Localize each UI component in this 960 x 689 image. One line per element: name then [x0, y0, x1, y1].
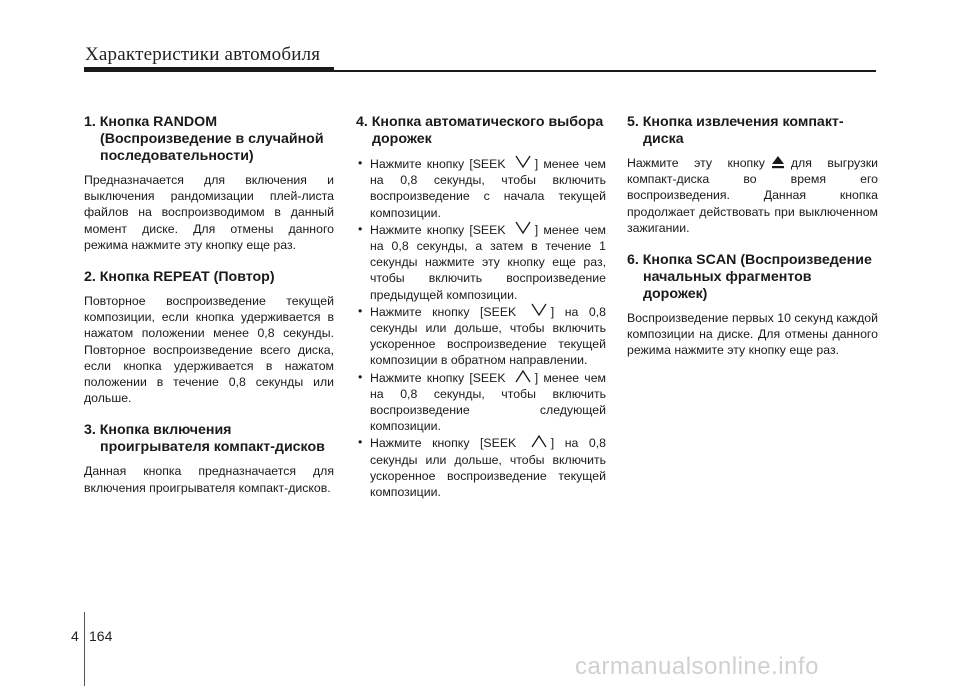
bullet-suffix: ] менее чем на 0,8 секунды, а затем в течение 1 секунды нажмите эту кнопку еще раз, чтобы включить воспроизведение предыдущей композиции.	[370, 222, 607, 302]
section-body: Повторное воспроизведение текущей композиции, если кнопка удерживается в нажатом положении менее 0,8 секунды. Повторное воспроизведение всего диска, если кнопка удерживается в нажатом положении в течение 0,8 секунды или дольше.	[84, 294, 334, 406]
section-title: 2. Кнопка REPEAT (Повтор)	[84, 269, 275, 286]
section-body: Воспроизведение первых 10 секунд каждой композиции на диске. Для отмены данного режима нажмите эту кнопку еще раз.	[627, 311, 878, 358]
bullet-prefix: Нажмите кнопку [SEEK	[370, 436, 517, 451]
bullet-suffix: ] на 0,8 секунды или дольше, чтобы включить ускоренное воспроизведение текущей композиции.	[370, 436, 606, 500]
watermark: carmanualsonline.info	[575, 653, 819, 680]
section-title: 4. Кнопка автоматического выбора дорожек	[356, 114, 604, 147]
section-scan	[627, 252, 878, 359]
bullet-prefix: Нажмите кнопку [SEEK	[370, 304, 517, 319]
section-body	[627, 155, 878, 236]
bullet-suffix: ] менее чем на 0,8 секунды, чтобы включить воспроизведение с начала текущей композиции.	[370, 157, 607, 220]
body-suffix: для выгрузки компакт-диска во время его воспроизведения. Данная кнопка продолжает действовать при выключенном зажигании.	[627, 156, 878, 235]
bullet-prefix: Нажмите кнопку [SEEK	[370, 370, 506, 385]
page-header-title: Характеристики автомобиля	[85, 44, 321, 65]
chevron-down-icon	[528, 303, 550, 317]
section-random	[84, 114, 334, 253]
column-1	[84, 114, 334, 512]
section-title: 1. Кнопка RANDOM (Воспроизведение в случайной последовательности)	[84, 114, 324, 164]
bullet-prefix: Нажмите кнопку [SEEK	[370, 222, 506, 237]
section-title: 6. Кнопка SCAN (Воспроизведение начальных фрагментов дорожек)	[627, 252, 872, 303]
list-item	[356, 155, 606, 221]
header-rule-thin	[334, 70, 876, 72]
column-2	[356, 114, 606, 500]
bullet-suffix: ] на 0,8 секунды или дольше, чтобы включить ускоренное воспроизведение текущей композиции в обратном направлении.	[370, 304, 606, 368]
page-number-separator	[84, 612, 85, 686]
section-cd-player	[84, 422, 334, 495]
section-body: Предназначается для включения и выключения рандомизации плей-листа файлов на воспроизводимом в данный момент диске. Для отмены данного режима нажмите эту кнопку еще раз.	[84, 173, 334, 252]
chevron-down-icon	[512, 155, 534, 169]
seek-bullet-list	[356, 155, 606, 500]
list-item	[356, 434, 606, 500]
section-eject	[627, 114, 878, 236]
chapter-number: 4	[71, 628, 79, 644]
section-repeat	[84, 269, 334, 406]
page-number: 164	[89, 628, 113, 644]
section-body: Данная кнопка предназначается для включения проигрывателя компакт-дисков.	[84, 464, 334, 495]
bullet-prefix: Нажмите кнопку [SEEK	[370, 157, 506, 171]
section-seek	[356, 114, 606, 500]
section-title: 3. Кнопка включения проигрывателя компакт-дисков	[84, 422, 325, 456]
chevron-up-icon	[528, 434, 550, 448]
list-item	[356, 221, 606, 303]
body-prefix: Нажмите эту кнопку	[627, 156, 765, 170]
section-title: 5. Кнопка извлечения компакт-диска	[627, 114, 844, 147]
chevron-up-icon	[512, 369, 534, 383]
eject-icon	[771, 155, 785, 169]
column-3	[627, 114, 878, 375]
chevron-down-icon	[512, 221, 534, 235]
header-rule-thick	[84, 67, 334, 72]
list-item	[356, 303, 606, 369]
bullet-suffix: ] менее чем на 0,8 секунды, чтобы включить воспроизведение следующей композиции.	[370, 370, 607, 434]
list-item	[356, 369, 606, 435]
